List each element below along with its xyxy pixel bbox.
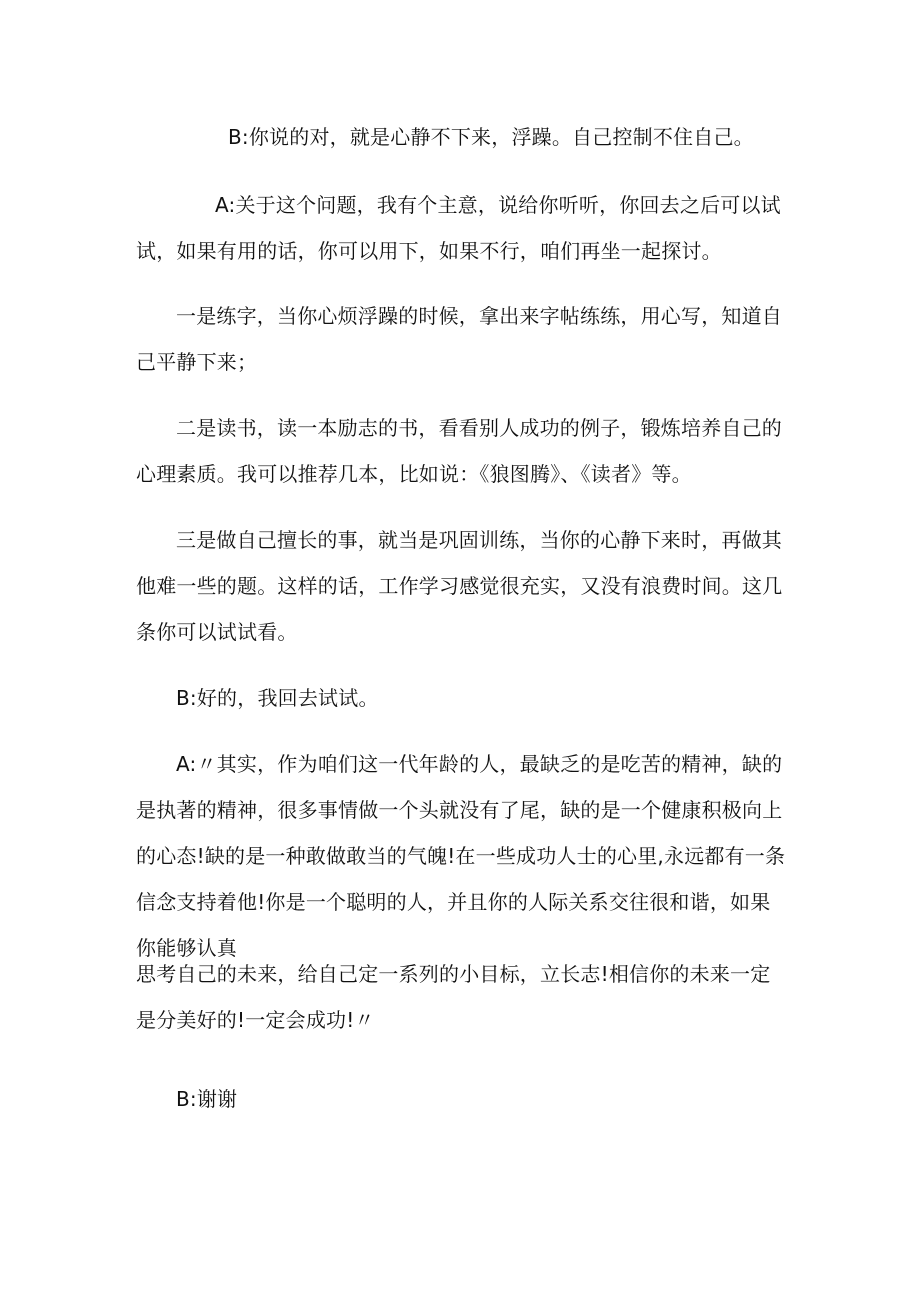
paragraph-a-encouragement: A:〃其实，作为咱们这一代年龄的人，最缺乏的是吃苦的精神，缺的是执著的精神，很多事情做一个头就没有了尾，缺的是一个健康积极向上的心态!缺的是一种敢做敢当的气魄!在一些成功人士的心里,永远都有一条信念支持着他!你是一个聪明的人，并且你的人际关系交往很和谐，如果你能够认真 — [136, 752, 786, 960]
paragraph-b-will-try: B:好的，我回去试试。 — [176, 686, 379, 710]
paragraph-tip-strengths: 三是做自己擅长的事，就当是巩固训练，当你的心静下来时，再做其他难一些的题。这样的话，工作学习感觉很充实，又没有浪费时间。这几条你可以试试看。 — [136, 528, 783, 644]
paragraph-a-suggestion: A:关于这个问题，我有个主意，说给你听听，你回去之后可以试试，如果有用的话，你可以用下，如果不行，咱们再坐一起探讨。 — [136, 193, 781, 263]
paragraph-a-encouragement-cont: 思考自己的未来，给自己定一系列的小目标，立长志!相信你的未来一定是分美好的!一定会成功!〃 — [136, 962, 771, 1032]
paragraph-tip-calligraphy: 一是练字，当你心烦浮躁的时候，拿出来字帖练练，用心写，知道自己平静下来； — [136, 304, 782, 374]
paragraph-tip-reading: 二是读书，读一本励志的书，看看别人成功的例子，锻炼培养自己的心理素质。我可以推荐几本，比如说：《狼图腾》、《读者》等。 — [136, 416, 782, 486]
paragraph-b-thanks: B:谢谢 — [176, 1087, 238, 1111]
paragraph-b-agree: B:你说的对，就是心静不下来，浮躁。自己控制不住自己。 — [228, 125, 754, 149]
